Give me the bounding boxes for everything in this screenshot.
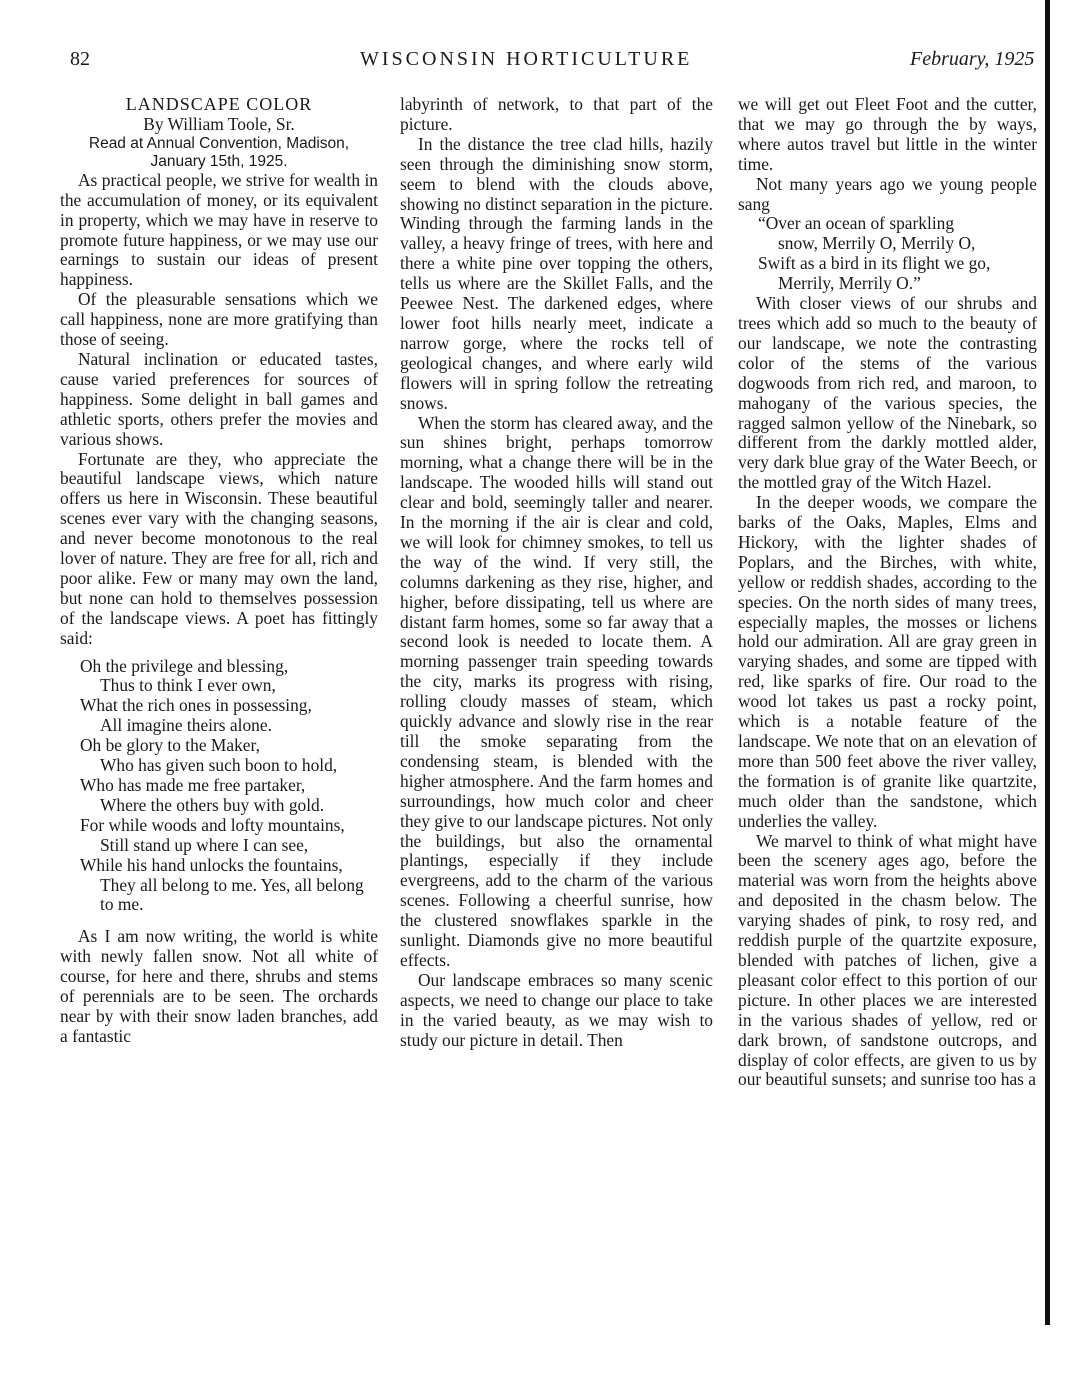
paragraph: In the distance the tree clad hills, hazily seen through the diminishing snow storm, seem to blend with the clouds above, showing no distinct separation in the picture. Winding through the farming lands in the valley, a heavy fringe of trees, with here and there a white pine over topping the others, tells us where are the Skillet Falls, and the Peewee Nest. The darkened edges, where lower foot hills nearly meet, indicate a narrow gorge, where the rocks tell of geological changes, and where early wild flowers will in spring follow the retreating snows. [400, 133, 713, 413]
paragraph: Our landscape embraces so many scenic aspects, we need to change our place to take in the varied beauty, as we may wish to study our picture in detail. Then [400, 969, 713, 1050]
article-read-at: Read at Annual Convention, Madison, January 15th, 1925. [88, 134, 350, 170]
song-verse [738, 214, 1037, 294]
song-line: snow, Merrily O, Merrily O, [778, 233, 976, 254]
poem-line: Who has made me free partaker, [80, 775, 306, 795]
paragraph: Of the pleasurable sensations which we call happiness, none are more gratifying than those of seeing. [60, 289, 378, 350]
song-line: Merrily, Merrily O.” [778, 273, 921, 294]
poem-line: Oh be glory to the Maker, [80, 735, 260, 756]
paragraph: Not many years ago we young people sang [738, 173, 1037, 214]
paragraph: When the storm has cleared away, and the sun shines bright, perhaps tomorrow morning, what a change there will be in the landscape. The wooded hills will stand out clear and bold, seemingly taller and nearer. In the morning if the air is clear and cold, we will look for chimney smokes, to tell us the way of the wind. If very still, the columns darkening as they rise, higher, and higher, before dissipating, tell us where are distant farm homes, some so far away that a second look is needed to locate them. A morning passenger train speeding towards the city, marks its progress with rising, rolling cloudy masses of steam, which quickly advance and slowly rise in the rear till the smoke separating from the condensing steam, is blended with the higher atmosphere. And the farm homes and surroundings, how much color and cheer they give to our landscape pictures. Not only the buildings, but also the ornamental plantings, especially if they include evergreens, add to the charm of the various scenes. Following a cheerful sunrise, how the clustered snowflakes sparkle in the sunlight. Diamonds give no more beautiful effects. [400, 412, 713, 970]
paragraph: Natural inclination or educated tastes, cause varied preferences for sources of happiness. Some delight in ball games and athletic sports, others prefer the movies and various shows. [60, 348, 378, 449]
poem-line: While his hand unlocks the fountains, [80, 854, 343, 875]
paragraph: As I am now writing, the world is white with newly fallen snow. Not all white of course, for here and there, shrubs and stems of perennials are to be seen. The orchards near by with their snow laden branches, add a fantastic [60, 926, 378, 1046]
poem-line: What the rich ones in possessing, [80, 695, 312, 716]
poem-line: Where the others buy with gold. [100, 794, 325, 815]
poem-line: Oh the privilege and blessing, [80, 655, 289, 676]
poem-line: All imagine theirs alone. [100, 715, 272, 736]
paragraph: We marvel to think of what might have been the scenery ages ago, before the material was worn from the heights above and deposited in the chasm below. The varying shades of pink, to rosy red, and reddish purple of the quartzite exposure, blended with patches of lichen, give a pleasant color effect to this portion of our picture. In other places we are interested in the various shades of yellow, red or dark brown, of sandstone outcrops, and display of color effects, are given to us by our beautiful sunsets; and sunrise too has a [738, 830, 1037, 1090]
paragraph: Fortunate are they, who appreciate the beautiful landscape views, which nature offers us here in Wisconsin. These beautiful scenes ever vary with the changing seasons, and never become monotonous to the real lover of nature. They are free for all, rich and poor alike. Few or many may own the land, but none can hold to themselves possession of the landscape views. A poet has fittingly said: [60, 448, 378, 648]
page-number: 82 [70, 48, 90, 70]
poem-line: Still stand up where I can see, [100, 834, 309, 855]
column-1 [60, 95, 378, 1047]
column-2 [400, 95, 713, 1051]
paragraph: we will get out Fleet Foot and the cutter, that we may go through the by ways, where autos travel but little in the winter time. [738, 94, 1037, 174]
paragraph: With closer views of our shrubs and trees which add so much to the beauty of our landscape, we note the contrasting color of the stems of the various dogwoods from rich red, and maroon, to mahogany of the various species, the ragged salmon yellow of the Ninebark, so different from the darkly mottled alder, very dark blue gray of the Water Beech, or the mottled gray of the Witch Hazel. [738, 293, 1037, 493]
paragraph: As practical people, we strive for wealth in the accumulation of money, or its equivalent in property, which we may have in reserve to promote future happiness, or we may use our earnings to sustain our ideas of present happiness. [60, 169, 378, 290]
article-title: LANDSCAPE COLOR [125, 94, 313, 114]
poem [60, 657, 378, 916]
poem-line: For while woods and lofty mountains, [80, 814, 345, 835]
poem-line: Who has given such boon to hold, [100, 755, 338, 776]
poem-line: They all belong to me. Yes, all belong to me. [100, 874, 364, 915]
song-line: Swift as a bird in its flight we go, [758, 253, 991, 274]
journal-title: WISCONSIN HORTICULTURE [360, 48, 693, 70]
paragraph: In the deeper woods, we compare the barks of the Oaks, Maples, Elms and Hickory, with the lighter shades of Poplars, and the Birches, with white, yellow or reddish shades, according to the species. On the north sides of many trees, especially maples, the mosses or lichens hold our admiration. All are gray green in varying shades, and some are tipped with red, like sparks of fire. Our road to the wood lot takes us past a rocky point, which is a notable feature of the landscape. We note that on an elevation of more than 500 feet above the river valley, the formation is of granite like quartzite, much older than the sandstone, which underlies the valley. [738, 492, 1037, 831]
song-line: “Over an ocean of sparkling [758, 213, 955, 234]
issue-date: February, 1925 [910, 48, 1035, 70]
poem-line: Thus to think I ever own, [100, 675, 276, 696]
page-edge-rule [1045, 0, 1050, 1325]
column-3 [738, 95, 1037, 1090]
article-byline: By William Toole, Sr. [143, 113, 295, 134]
paragraph: labyrinth of network, to that part of the picture. [400, 94, 713, 134]
